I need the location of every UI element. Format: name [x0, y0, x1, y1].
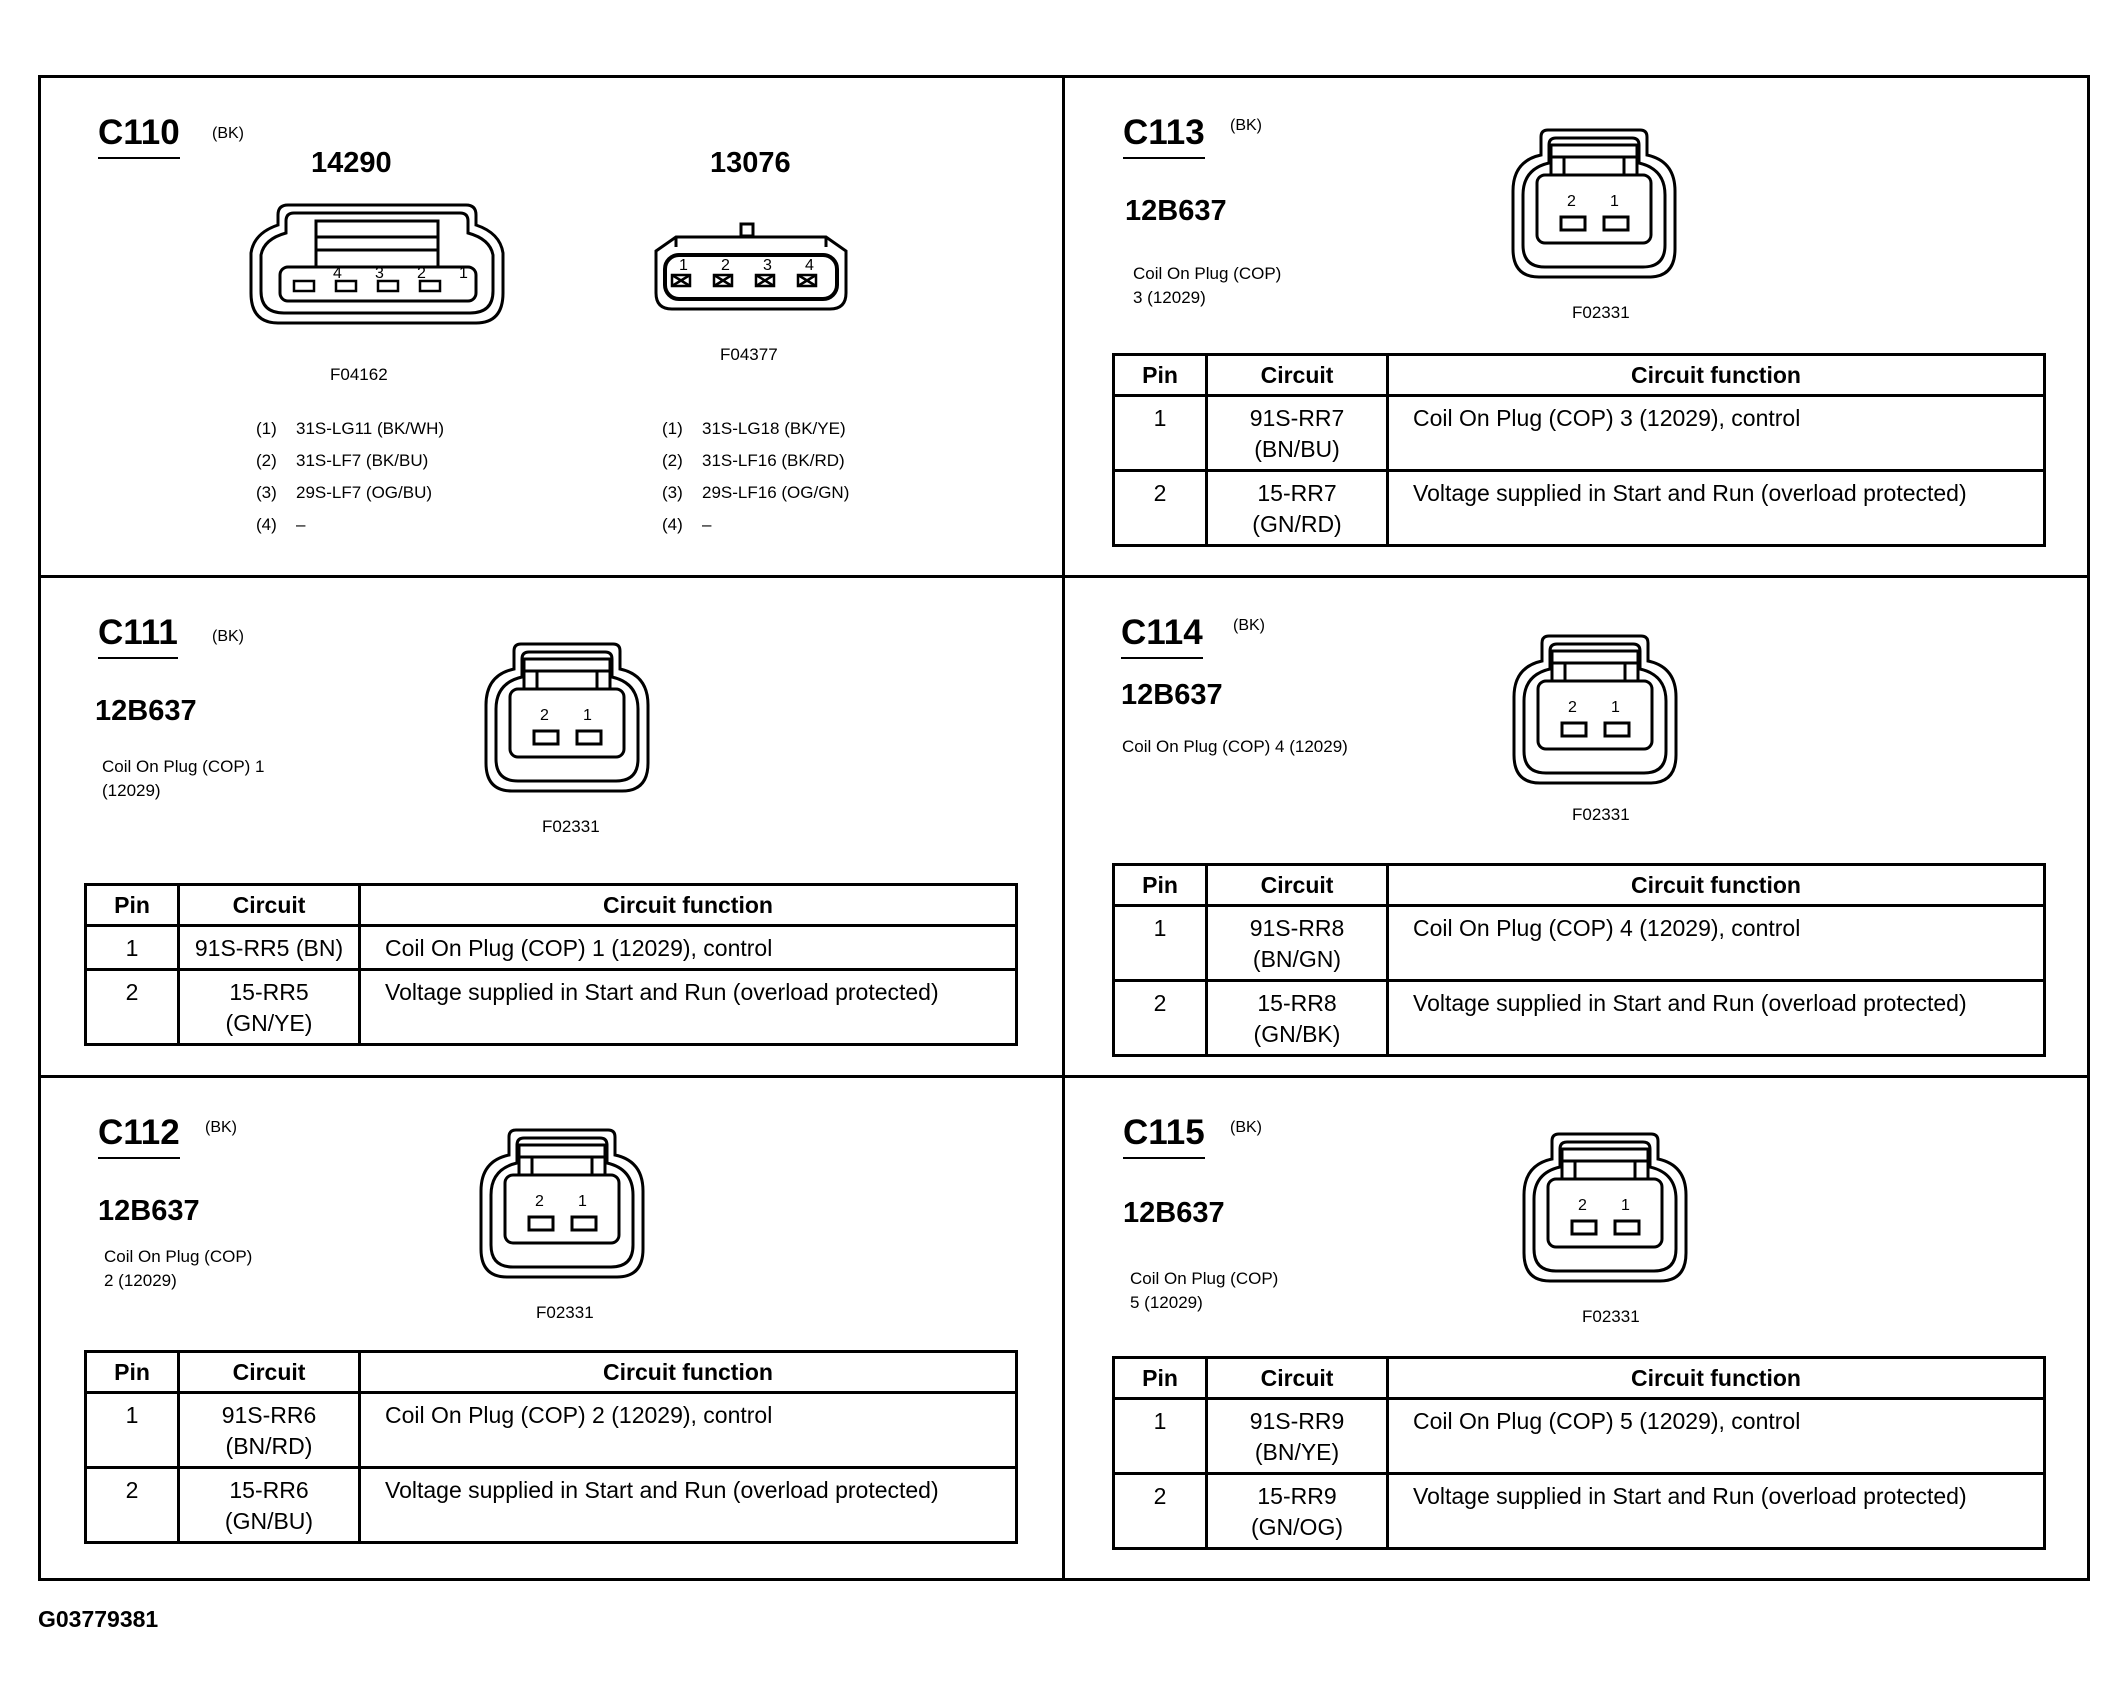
- pin-label-3: 3: [763, 257, 772, 274]
- cell-pin: 2: [86, 970, 179, 1045]
- figure-code: F02331: [542, 817, 600, 836]
- part-number: 12B637: [98, 1195, 200, 1227]
- cell-circuit: 91S-RR5 (BN): [179, 926, 360, 970]
- pin-table: [1112, 863, 2046, 1057]
- table-row: [86, 1468, 1017, 1543]
- cell-function: Coil On Plug (COP) 4 (12029), control: [1388, 906, 2045, 981]
- connector-color: (BK): [1230, 117, 1262, 134]
- pin-table: [84, 883, 1018, 1046]
- pin-label-2: 2: [1567, 193, 1576, 210]
- pin-label-1: 1: [578, 1193, 587, 1210]
- wire-text: –: [296, 515, 306, 534]
- wire-entry: [662, 413, 849, 445]
- wire-num: (3): [662, 483, 683, 502]
- cell-circuit: 15-RR8 (GN/BK): [1207, 981, 1388, 1056]
- panel-c110: [38, 75, 1063, 575]
- cell-function: Coil On Plug (COP) 1 (12029), control: [360, 926, 1017, 970]
- table-row: [1114, 981, 2045, 1056]
- wire-num: (1): [256, 419, 277, 438]
- pin-label-4: 4: [333, 265, 342, 282]
- cell-pin: 1: [86, 926, 179, 970]
- connector-drawing-12b637: [1509, 127, 1679, 281]
- panel-c112: [38, 1075, 1063, 1581]
- header-circuit: Circuit: [1207, 355, 1388, 396]
- wire-entry: [256, 509, 444, 541]
- figure-id: G03779381: [38, 1606, 159, 1632]
- wire-entry: [256, 413, 444, 445]
- wire-entry: [662, 477, 849, 509]
- cell-pin: 2: [86, 1468, 179, 1543]
- pin-label-1: 1: [1621, 1197, 1630, 1214]
- cell-circuit: 91S-RR9 (BN/YE): [1207, 1399, 1388, 1474]
- connector-drawing-14290: [238, 193, 518, 333]
- cell-circuit: 15-RR6 (GN/BU): [179, 1468, 360, 1543]
- header-pin: Pin: [86, 885, 179, 926]
- part-number: 12B637: [1121, 679, 1223, 711]
- header-circuit: Circuit: [179, 1352, 360, 1393]
- cell-circuit: 91S-RR6 (BN/RD): [179, 1393, 360, 1468]
- pin-table: [1112, 353, 2046, 547]
- cell-pin: 2: [1114, 981, 1207, 1056]
- component-description: Coil On Plug (COP) 1 (12029): [102, 757, 265, 800]
- connector-color: (BK): [1233, 617, 1265, 634]
- wire-text: 31S-LG18 (BK/YE): [702, 419, 846, 438]
- wire-text: 31S-LF16 (BK/RD): [702, 451, 845, 470]
- connector-id: C110: [98, 113, 180, 159]
- panel-c115: [1063, 1075, 2090, 1581]
- wire-num: (4): [256, 515, 277, 534]
- connector-drawing-12b637: [482, 641, 652, 795]
- component-description: Coil On Plug (COP) 2 (12029): [104, 1247, 253, 1290]
- wire-entry: [256, 477, 444, 509]
- connector-id: C113: [1123, 113, 1205, 159]
- figure-code-right: F04377: [720, 345, 778, 364]
- panel-c111: [38, 575, 1063, 1075]
- cell-circuit: 91S-RR8 (BN/GN): [1207, 906, 1388, 981]
- part-number-left: 14290: [311, 147, 392, 179]
- connector-color: (BK): [212, 628, 244, 645]
- pin-label-3: 3: [375, 265, 384, 282]
- pin-label-2: 2: [1578, 1197, 1587, 1214]
- header-circuit-function: Circuit function: [1388, 355, 2045, 396]
- part-number: 12B637: [1123, 1197, 1225, 1229]
- cell-function: Coil On Plug (COP) 5 (12029), control: [1388, 1399, 2045, 1474]
- cell-function: Voltage supplied in Start and Run (overload protected): [1388, 1474, 2045, 1549]
- pin-label-2: 2: [721, 257, 730, 274]
- connector-color: (BK): [1230, 1119, 1262, 1136]
- part-number: 12B637: [95, 695, 197, 727]
- wire-list-left: [256, 413, 444, 541]
- cell-circuit: 15-RR7 (GN/RD): [1207, 471, 1388, 546]
- table-row: [86, 970, 1017, 1045]
- cell-pin: 2: [1114, 471, 1207, 546]
- pin-table: [84, 1350, 1018, 1544]
- header-pin: Pin: [1114, 865, 1207, 906]
- table-row: [1114, 471, 2045, 546]
- wire-text: –: [702, 515, 712, 534]
- header-pin: Pin: [1114, 1358, 1207, 1399]
- wire-list-right: [662, 413, 849, 541]
- pin-table: [1112, 1356, 2046, 1550]
- connector-drawing-12b637: [1520, 1131, 1690, 1285]
- figure-code: F02331: [1572, 303, 1630, 322]
- connector-color: (BK): [212, 125, 244, 142]
- cell-function: Voltage supplied in Start and Run (overload protected): [360, 1468, 1017, 1543]
- cell-pin: 1: [1114, 396, 1207, 471]
- cell-pin: 1: [1114, 1399, 1207, 1474]
- header-pin: Pin: [86, 1352, 179, 1393]
- pin-label-2: 2: [1568, 699, 1577, 716]
- pin-label-1: 1: [679, 257, 688, 274]
- figure-code-left: F04162: [330, 365, 388, 384]
- wire-text: 29S-LF16 (OG/GN): [702, 483, 850, 502]
- cell-function: Voltage supplied in Start and Run (overload protected): [1388, 981, 2045, 1056]
- cell-circuit: 15-RR9 (GN/OG): [1207, 1474, 1388, 1549]
- connector-id: C112: [98, 1113, 180, 1159]
- pin-label-1: 1: [1610, 193, 1619, 210]
- pin-label-1: 1: [1611, 699, 1620, 716]
- cell-circuit: 15-RR5 (GN/YE): [179, 970, 360, 1045]
- component-description: Coil On Plug (COP) 3 (12029): [1133, 264, 1282, 307]
- part-number-right: 13076: [710, 147, 791, 179]
- pin-label-2: 2: [417, 265, 426, 282]
- table-row: [86, 1393, 1017, 1468]
- table-row: [1114, 1399, 2045, 1474]
- header-circuit-function: Circuit function: [360, 885, 1017, 926]
- pin-label-1: 1: [583, 707, 592, 724]
- connector-id: C111: [98, 613, 178, 659]
- wire-num: (1): [662, 419, 683, 438]
- table-row: [1114, 1474, 2045, 1549]
- wire-num: (2): [256, 451, 277, 470]
- table-row: [1114, 396, 2045, 471]
- panel-c114: [1063, 575, 2090, 1075]
- panel-c113: [1063, 75, 2090, 575]
- table-row: [1114, 906, 2045, 981]
- connector-id: C114: [1121, 613, 1203, 659]
- cell-pin: 1: [86, 1393, 179, 1468]
- connector-drawing-12b637: [1510, 633, 1680, 787]
- pin-label-1: 1: [459, 265, 468, 282]
- cell-function: Voltage supplied in Start and Run (overload protected): [360, 970, 1017, 1045]
- cell-circuit: 91S-RR7 (BN/BU): [1207, 396, 1388, 471]
- pin-label-2: 2: [540, 707, 549, 724]
- header-circuit: Circuit: [179, 885, 360, 926]
- figure-code: F02331: [1582, 1307, 1640, 1326]
- header-circuit-function: Circuit function: [1388, 865, 2045, 906]
- header-circuit: Circuit: [1207, 865, 1388, 906]
- figure-code: F02331: [1572, 805, 1630, 824]
- cell-function: Voltage supplied in Start and Run (overload protected): [1388, 471, 2045, 546]
- cell-function: Coil On Plug (COP) 2 (12029), control: [360, 1393, 1017, 1468]
- cell-pin: 2: [1114, 1474, 1207, 1549]
- wire-text: 31S-LG11 (BK/WH): [296, 419, 445, 438]
- cell-function: Coil On Plug (COP) 3 (12029), control: [1388, 396, 2045, 471]
- pin-label-4: 4: [805, 257, 814, 274]
- header-circuit-function: Circuit function: [360, 1352, 1017, 1393]
- component-description: Coil On Plug (COP) 5 (12029): [1130, 1269, 1279, 1312]
- figure-code: F02331: [536, 1303, 594, 1322]
- wire-text: 29S-LF7 (OG/BU): [296, 483, 433, 502]
- wire-num: (2): [662, 451, 683, 470]
- part-number: 12B637: [1125, 195, 1227, 227]
- component-description: Coil On Plug (COP) 4 (12029): [1122, 737, 1348, 756]
- wire-text: 31S-LF7 (BK/BU): [296, 451, 429, 470]
- wire-entry: [256, 445, 444, 477]
- wire-num: (3): [256, 483, 277, 502]
- connector-id: C115: [1123, 1113, 1205, 1159]
- header-circuit-function: Circuit function: [1388, 1358, 2045, 1399]
- table-row: [86, 926, 1017, 970]
- header-circuit: Circuit: [1207, 1358, 1388, 1399]
- wire-entry: [662, 509, 849, 541]
- wire-entry: [662, 445, 849, 477]
- header-pin: Pin: [1114, 355, 1207, 396]
- connector-color: (BK): [205, 1119, 237, 1136]
- connector-drawing-12b637: [477, 1127, 647, 1281]
- wire-num: (4): [662, 515, 683, 534]
- pin-label-2: 2: [535, 1193, 544, 1210]
- cell-pin: 1: [1114, 906, 1207, 981]
